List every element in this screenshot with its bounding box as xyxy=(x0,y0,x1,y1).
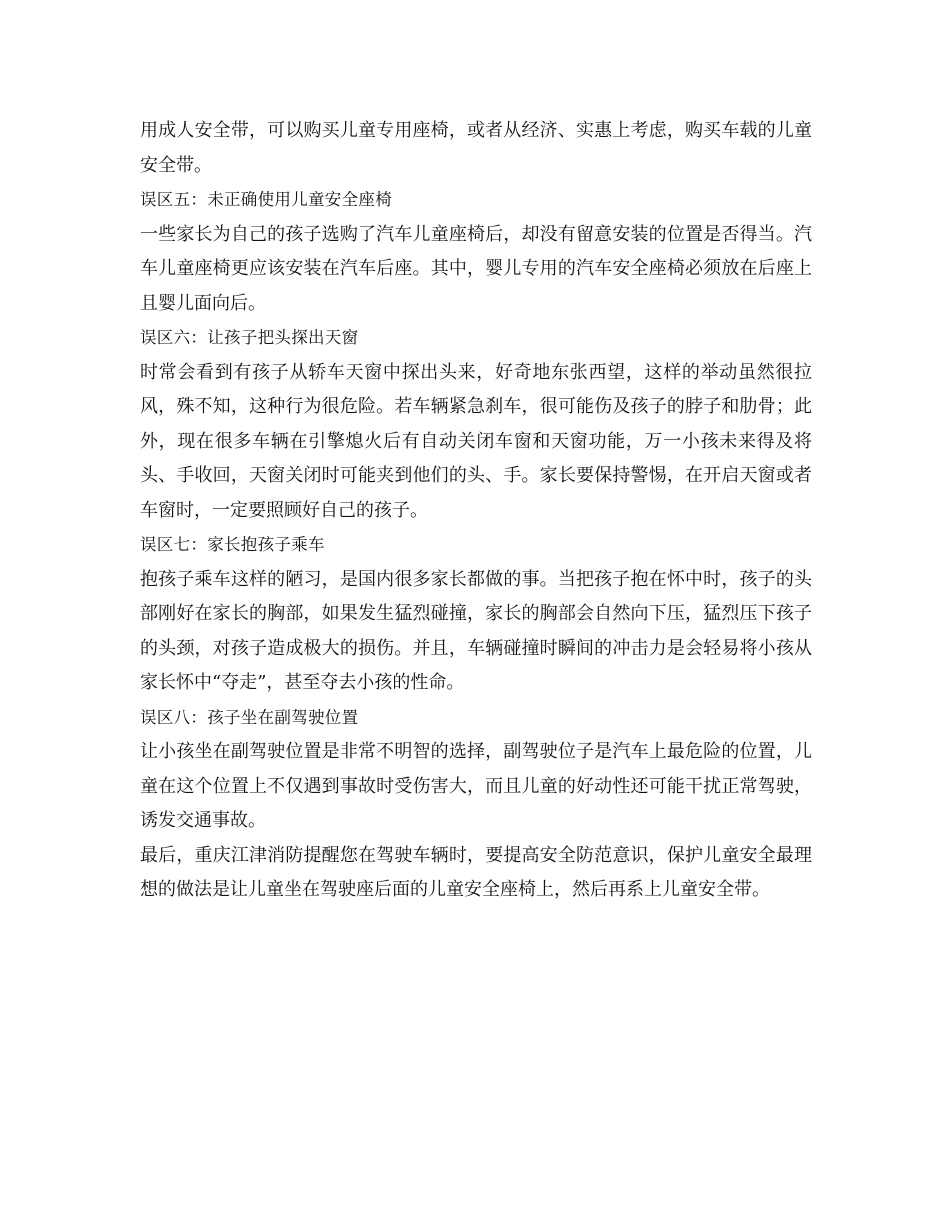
heading-mistake-6: 误区六：让孩子把头探出天窗 xyxy=(140,328,359,347)
paragraph-mistake-6: 时常会看到有孩子从轿车天窗中探出头来，好奇地东张西望，这样的举动虽然很拉风，殊不知，这种行为很危险。若车辆紧急刹车，很可能伤及孩子的脖子和肋骨；此外，现在很多车辆在引擎熄火后有自动关闭车窗和天窗功能，万一小孩未来得及将头、手收回，天窗关闭时可能夹到他们的头、手。家长要保持警惕，在开启天窗或者车窗时，一定要照顾好自己的孩子。 xyxy=(140,361,812,521)
paragraph-mistake-7: 抱孩子乘车这样的陋习，是国内很多家长都做的事。当把孩子抱在怀中时，孩子的头部刚好在家长的胸部，如果发生猛烈碰撞，家长的胸部会自然向下压，猛烈压下孩子的头颈，对孩子造成极大的损伤。并且，车辆碰撞时瞬间的冲击力是会轻易将小孩从家长怀中“夺走”，甚至夺去小孩的性命。 xyxy=(140,568,812,693)
paragraph-mistake-8: 让小孩坐在副驾驶位置是非常不明智的选择，副驾驶位子是汽车上最危险的位置，儿童在这个位置上不仅遇到事故时受伤害大，而且儿童的好动性还可能干扰正常驾驶，诱发交通事故。 xyxy=(140,741,812,831)
heading-mistake-5: 误区五：未正确使用儿童安全座椅 xyxy=(140,190,392,209)
paragraph-conclusion: 最后，重庆江津消防提醒您在驾驶车辆时，要提高安全防范意识，保护儿童安全最理想的做法是让儿童坐在驾驶座后面的儿童安全座椅上，然后再系上儿童安全带。 xyxy=(140,844,812,900)
heading-mistake-8: 误区八：孩子坐在副驾驶位置 xyxy=(140,707,359,727)
paragraph-seatbelt-advice: 用成人安全带，可以购买儿童专用座椅，或者从经济、实惠上考虑，购买车载的儿童安全带。 xyxy=(140,120,812,176)
heading-mistake-7: 误区七：家长抱孩子乘车 xyxy=(140,535,325,554)
paragraph-mistake-5: 一些家长为自己的孩子选购了汽车儿童座椅后，却没有留意安装的位置是否得当。汽车儿童座椅更应该安装在汽车后座。其中，婴儿专用的汽车安全座椅必须放在后座上且婴儿面向后。 xyxy=(140,223,812,314)
document-body xyxy=(140,114,812,908)
